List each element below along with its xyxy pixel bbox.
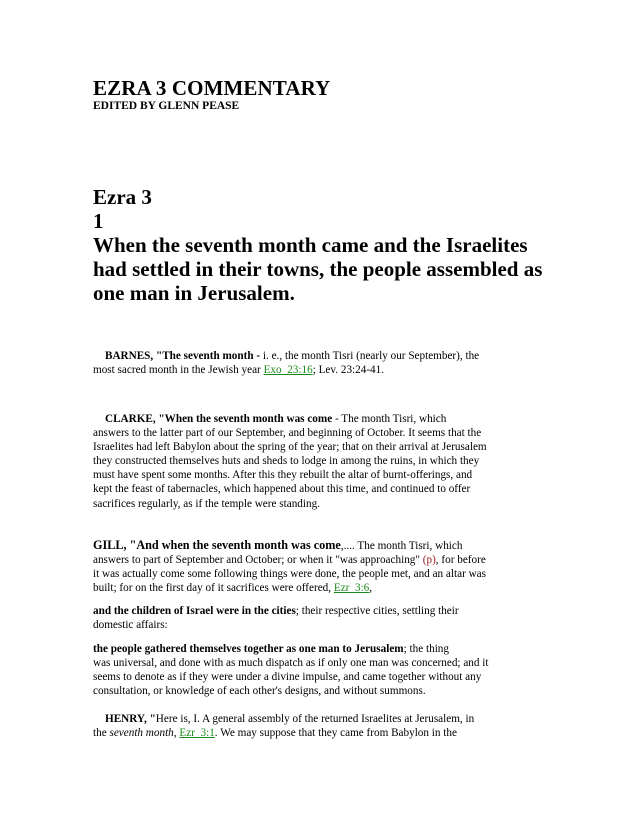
gill-line-1: GILL, "And when the seventh month was come,.... The month Tisri, which	[93, 538, 463, 552]
henry-line-2: the seventh month, Ezr_3:1. We may suppose that they came from Babylon in the	[93, 727, 457, 740]
verse-text-line-2: had settled in their towns, the people assembled as	[93, 257, 543, 281]
clarke-lead: CLARKE, "When the seventh month was come	[105, 413, 333, 425]
document-title: EZRA 3 COMMENTARY	[93, 76, 331, 100]
gill-p3-line-4: consultation, or knowledge of each other's designs, and without summons.	[93, 685, 426, 698]
gill-p2-line-2: domestic affairs:	[93, 619, 168, 632]
henry-line-1: HENRY, "Here is, I. A general assembly of the returned Israelites at Jerusalem, in	[105, 713, 475, 725]
gill-lead: GILL, "And when the seventh month was come	[93, 538, 341, 552]
gill-commentary	[93, 538, 553, 595]
gill-p3-line-2: was universal, and done with as much dispatch as if only one man was concerned; and it	[93, 657, 489, 670]
clarke-line-1: CLARKE, "When the seventh month was come - The month Tisri, which	[105, 413, 447, 425]
gill-p3-line-3: seems to denote as if they were under a divine impulse, and came together without any	[93, 671, 482, 684]
document-subtitle: EDITED BY GLENN PEASE	[93, 100, 240, 112]
gill-footnote-ref[interactable]: (p)	[422, 554, 436, 567]
verse-text-line-1: When the seventh month came and the Israelites	[93, 233, 528, 257]
henry-lead: HENRY, "	[105, 713, 156, 725]
clarke-line-6: kept the feast of tabernacles, which happened about this time, and continued to offer	[93, 483, 471, 496]
gill-paragraph-2	[93, 604, 553, 632]
barnes-lead: BARNES, "The seventh month -	[105, 350, 263, 362]
gill-scripture-link[interactable]: Ezr_3:6	[333, 582, 370, 595]
gill-line-2: answers to part of September and October; or when it "was approaching" (p), for before	[93, 554, 486, 567]
barnes-commentary	[93, 349, 553, 377]
barnes-scripture-link[interactable]: Exo_23:16	[263, 364, 313, 377]
gill-p3-line-1: the people gathered themselves together as one man to Jerusalem; the thing	[93, 643, 449, 655]
barnes-line-1: BARNES, "The seventh month - i. e., the month Tisri (nearly our September), the	[105, 350, 480, 362]
gill-paragraph-3	[93, 642, 553, 698]
clarke-line-5: must have spent some months. After this they rebuilt the altar of burnt-offerings, and	[93, 469, 473, 482]
gill-line-3: it was actually come some following things were done, the people met, and an altar was	[93, 568, 486, 581]
clarke-line-7: sacrifices regularly, as if the temple were standing.	[93, 497, 320, 510]
gill-line-4: built; for on the first day of it sacrifices were offered, Ezr_3:6,	[93, 582, 373, 595]
clarke-line-2: answers to the latter part of our September, and beginning of October. It seems that the	[93, 427, 482, 440]
clarke-line-4: they constructed themselves huts and sheds to lodge in among the ruins, in which they	[93, 455, 480, 468]
verse-text-line-3: one man in Jerusalem.	[93, 281, 295, 305]
henry-commentary	[93, 712, 553, 740]
chapter-heading: Ezra 3	[93, 185, 152, 209]
verse-number: 1	[93, 209, 104, 233]
clarke-line-3: Israelites had left Babylon about the spring of the year; that on their arrival at Jerusalem	[93, 441, 487, 454]
henry-scripture-link[interactable]: Ezr_3:1	[179, 727, 215, 740]
clarke-commentary	[93, 412, 553, 511]
gill-p2-line-1: and the children of Israel were in the cities; their respective cities, settling their	[93, 605, 459, 617]
barnes-line-2: most sacred month in the Jewish year Exo_23:16; Lev. 23:24-41.	[93, 364, 385, 377]
